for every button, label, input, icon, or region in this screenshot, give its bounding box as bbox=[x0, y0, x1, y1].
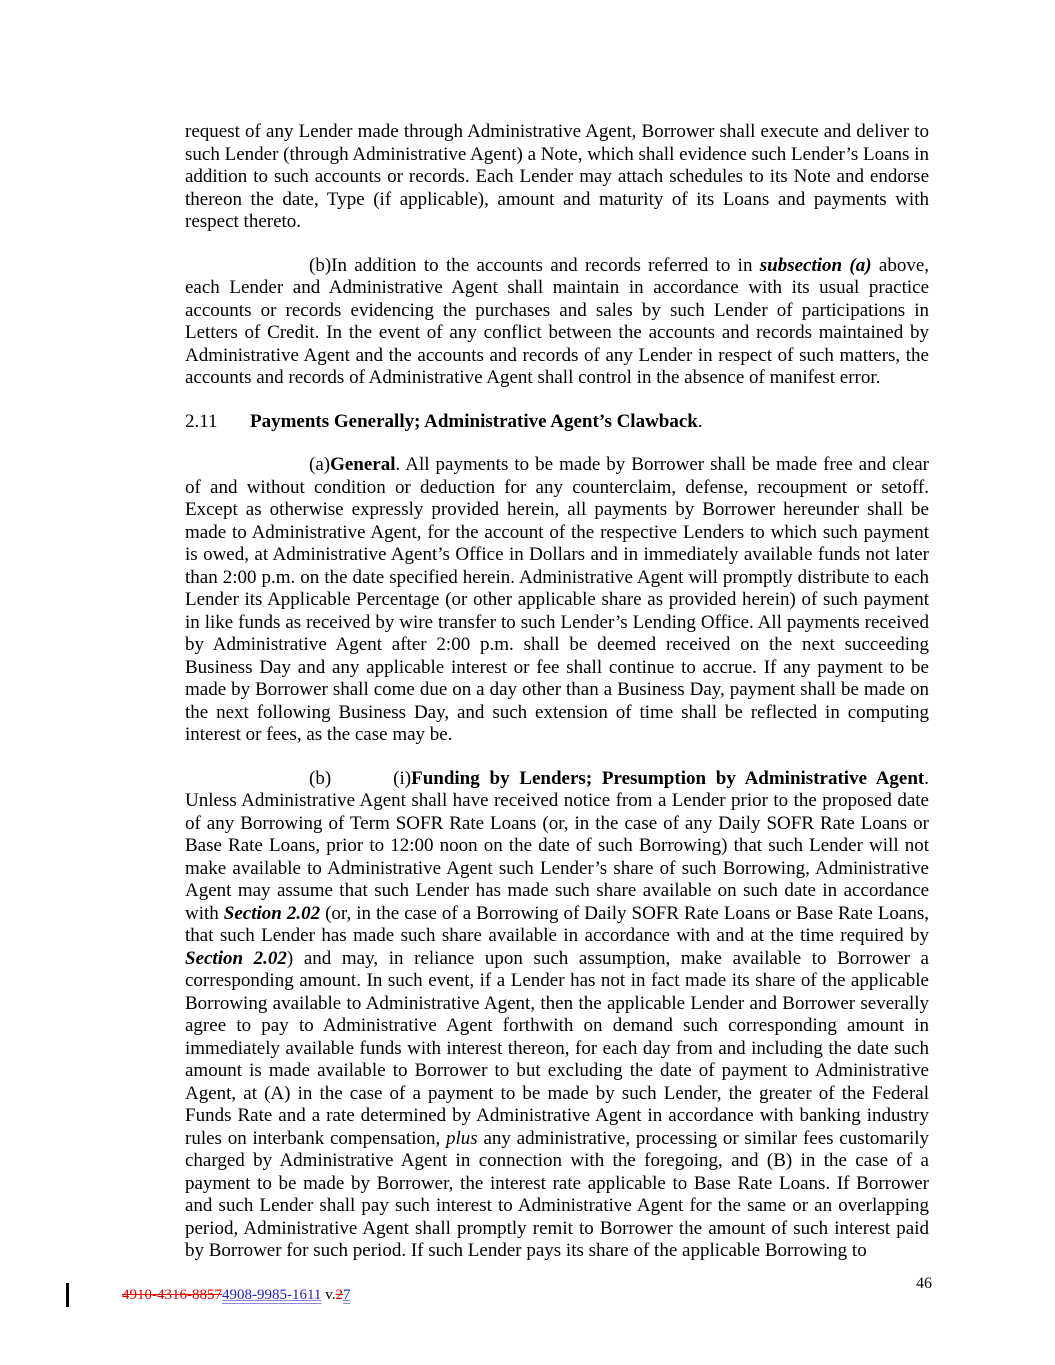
text-run: (or, in the case of a Borrowing of Daily SOFR Rate Loans or Base Rate Loans, that such Lender has made such share available in accordance with and at the time required by bbox=[185, 902, 930, 946]
document-id-line bbox=[122, 1287, 350, 1304]
text-run: subsection (a) bbox=[759, 254, 872, 276]
paragraph-2-11-a bbox=[185, 454, 929, 747]
paragraph-label: (b) bbox=[309, 767, 332, 789]
document-body bbox=[185, 121, 929, 1263]
version-prefix: v. bbox=[321, 1287, 336, 1303]
version-number-inserted: 7 bbox=[342, 1287, 351, 1303]
paragraph-label: (i) bbox=[393, 767, 412, 789]
text-run: above, each Lender and Administrative Agent shall maintain in accordance with its usual practice accounts or records evidencing the purchases and sales by such Lender of participations in Letters of Credit. In the event of any conflict between the accounts and records maintained by Administrative Agent and the accounts and records of any Lender in respect of such matters, the accounts and records of Administrative Agent shall control in the absence of manifest error. bbox=[185, 254, 929, 388]
text-run: ) and may, in reliance upon such assumption, make available to Borrower a corresponding amount. In such event, if a Lender has not in fact made its share of the applicable Borrowing available to Administrative Agent, then the applicable Lender and Borrower severally agree to pay to Administrative Agent forthwith on demand such corresponding amount in immediately available funds with interest thereon, for each day from and including the date such amount is made available to Borrower to but excluding the date of payment to Administrative Agent, at (A) in the case of a payment to be made by such Lender, the greater of the Federal Funds Rate and a rate determined by Administrative Agent in accordance with banking industry rules on interbank compensation, bbox=[185, 947, 929, 1149]
paragraph-label: (b) bbox=[309, 254, 332, 276]
text-run: In addition to the accounts and records referred to in bbox=[331, 254, 760, 276]
section-heading-2-11 bbox=[185, 411, 929, 434]
text-run: Funding by Lenders; Presumption by Administrative Agent bbox=[411, 767, 925, 789]
text-run: Payments Generally; Administrative Agent’s Clawback bbox=[250, 410, 698, 432]
version-number-deleted: 2 bbox=[335, 1287, 343, 1303]
text-run: . Unless Administrative Agent shall have received notice from a Lender prior to the proposed date of any Borrowing of Term SOFR Rate Loans (or, in the case of any Daily SOFR Rate Loans or Base Rate Loans, prior to 12:00 noon on the date of such Borrowing) that such Lender will not make available to Administrative Agent such Lender’s share of such Borrowing, Administrative Agent may assume that such Lender has made such share available on such date in accordance with bbox=[185, 767, 929, 924]
text-run: Section 2.02 bbox=[223, 902, 321, 924]
page-number: 46 bbox=[916, 1275, 932, 1292]
document-id-inserted: 4908-9985-1611 bbox=[222, 1287, 322, 1303]
text-run: any administrative, processing or similar fees customarily charged by Administrative Agent in connection with the foregoing, and (B) in the case of a payment to be made by Borrower, the interest rate applicable to Base Rate Loans. If Borrower and such Lender shall pay such interest to Administrative Agent for the same or an overlapping period, Administrative Agent shall promptly remit to Borrower the amount of such interest paid by Borrower for such period. If such Lender pays its share of the applicable Borrowing to bbox=[185, 1127, 930, 1261]
paragraph-label: (a) bbox=[309, 454, 331, 475]
text-run: . All payments to be made by Borrower shall be made free and clear of and without condition or deduction for any counterclaim, defense, recoupment or setoff. Except as otherwise expressly provided herein, all payments by Borrower hereunder shall be made to Administrative Agent, for the account of the respective Lenders to which such payment is owed, at Administrative Agent’s Office in Dollars and in immediately available funds not later than 2:00 p.m. on the date specified herein. Administrative Agent will promptly distribute to each Lender its Applicable Percentage (or other applicable share as provided herein) of such payment in like funds as received by wire transfer to such Lender’s Lending Office. All payments received by Administrative Agent after 2:00 p.m. shall be deemed received on the next succeeding Business Day and any applicable interest or fee shall continue to accrue. If any payment to be made by Borrower shall come due on a day other than a Business Day, payment shall be made on the next following Business Day, and such extension of time shall be reflected in computing interest or fees, as the case may be. bbox=[185, 454, 929, 745]
continuation-paragraph bbox=[185, 121, 929, 234]
text-run: Section 2.02 bbox=[185, 947, 287, 969]
text-run: General bbox=[330, 454, 396, 475]
paragraph-label: 2.11 bbox=[185, 410, 218, 432]
paragraph-2-10-b bbox=[185, 255, 929, 390]
text-run: plus bbox=[446, 1127, 478, 1149]
paragraph-2-11-b-i bbox=[185, 768, 929, 1263]
document-id-deleted: 4910-4316-8857 bbox=[122, 1287, 222, 1303]
text-run: request of any Lender made through Administrative Agent, Borrower shall execute and deliver to such Lender (through Administrative Agent) a Note, which shall evidence such Lender’s Loans in addition to such accounts or records. Each Lender may attach schedules to its Note and endorse thereon the date, Type (if applicable), amount and maturity of its Loans and payments with respect thereto. bbox=[185, 121, 929, 232]
revision-change-bar bbox=[66, 1283, 69, 1307]
text-run: . bbox=[697, 410, 703, 432]
